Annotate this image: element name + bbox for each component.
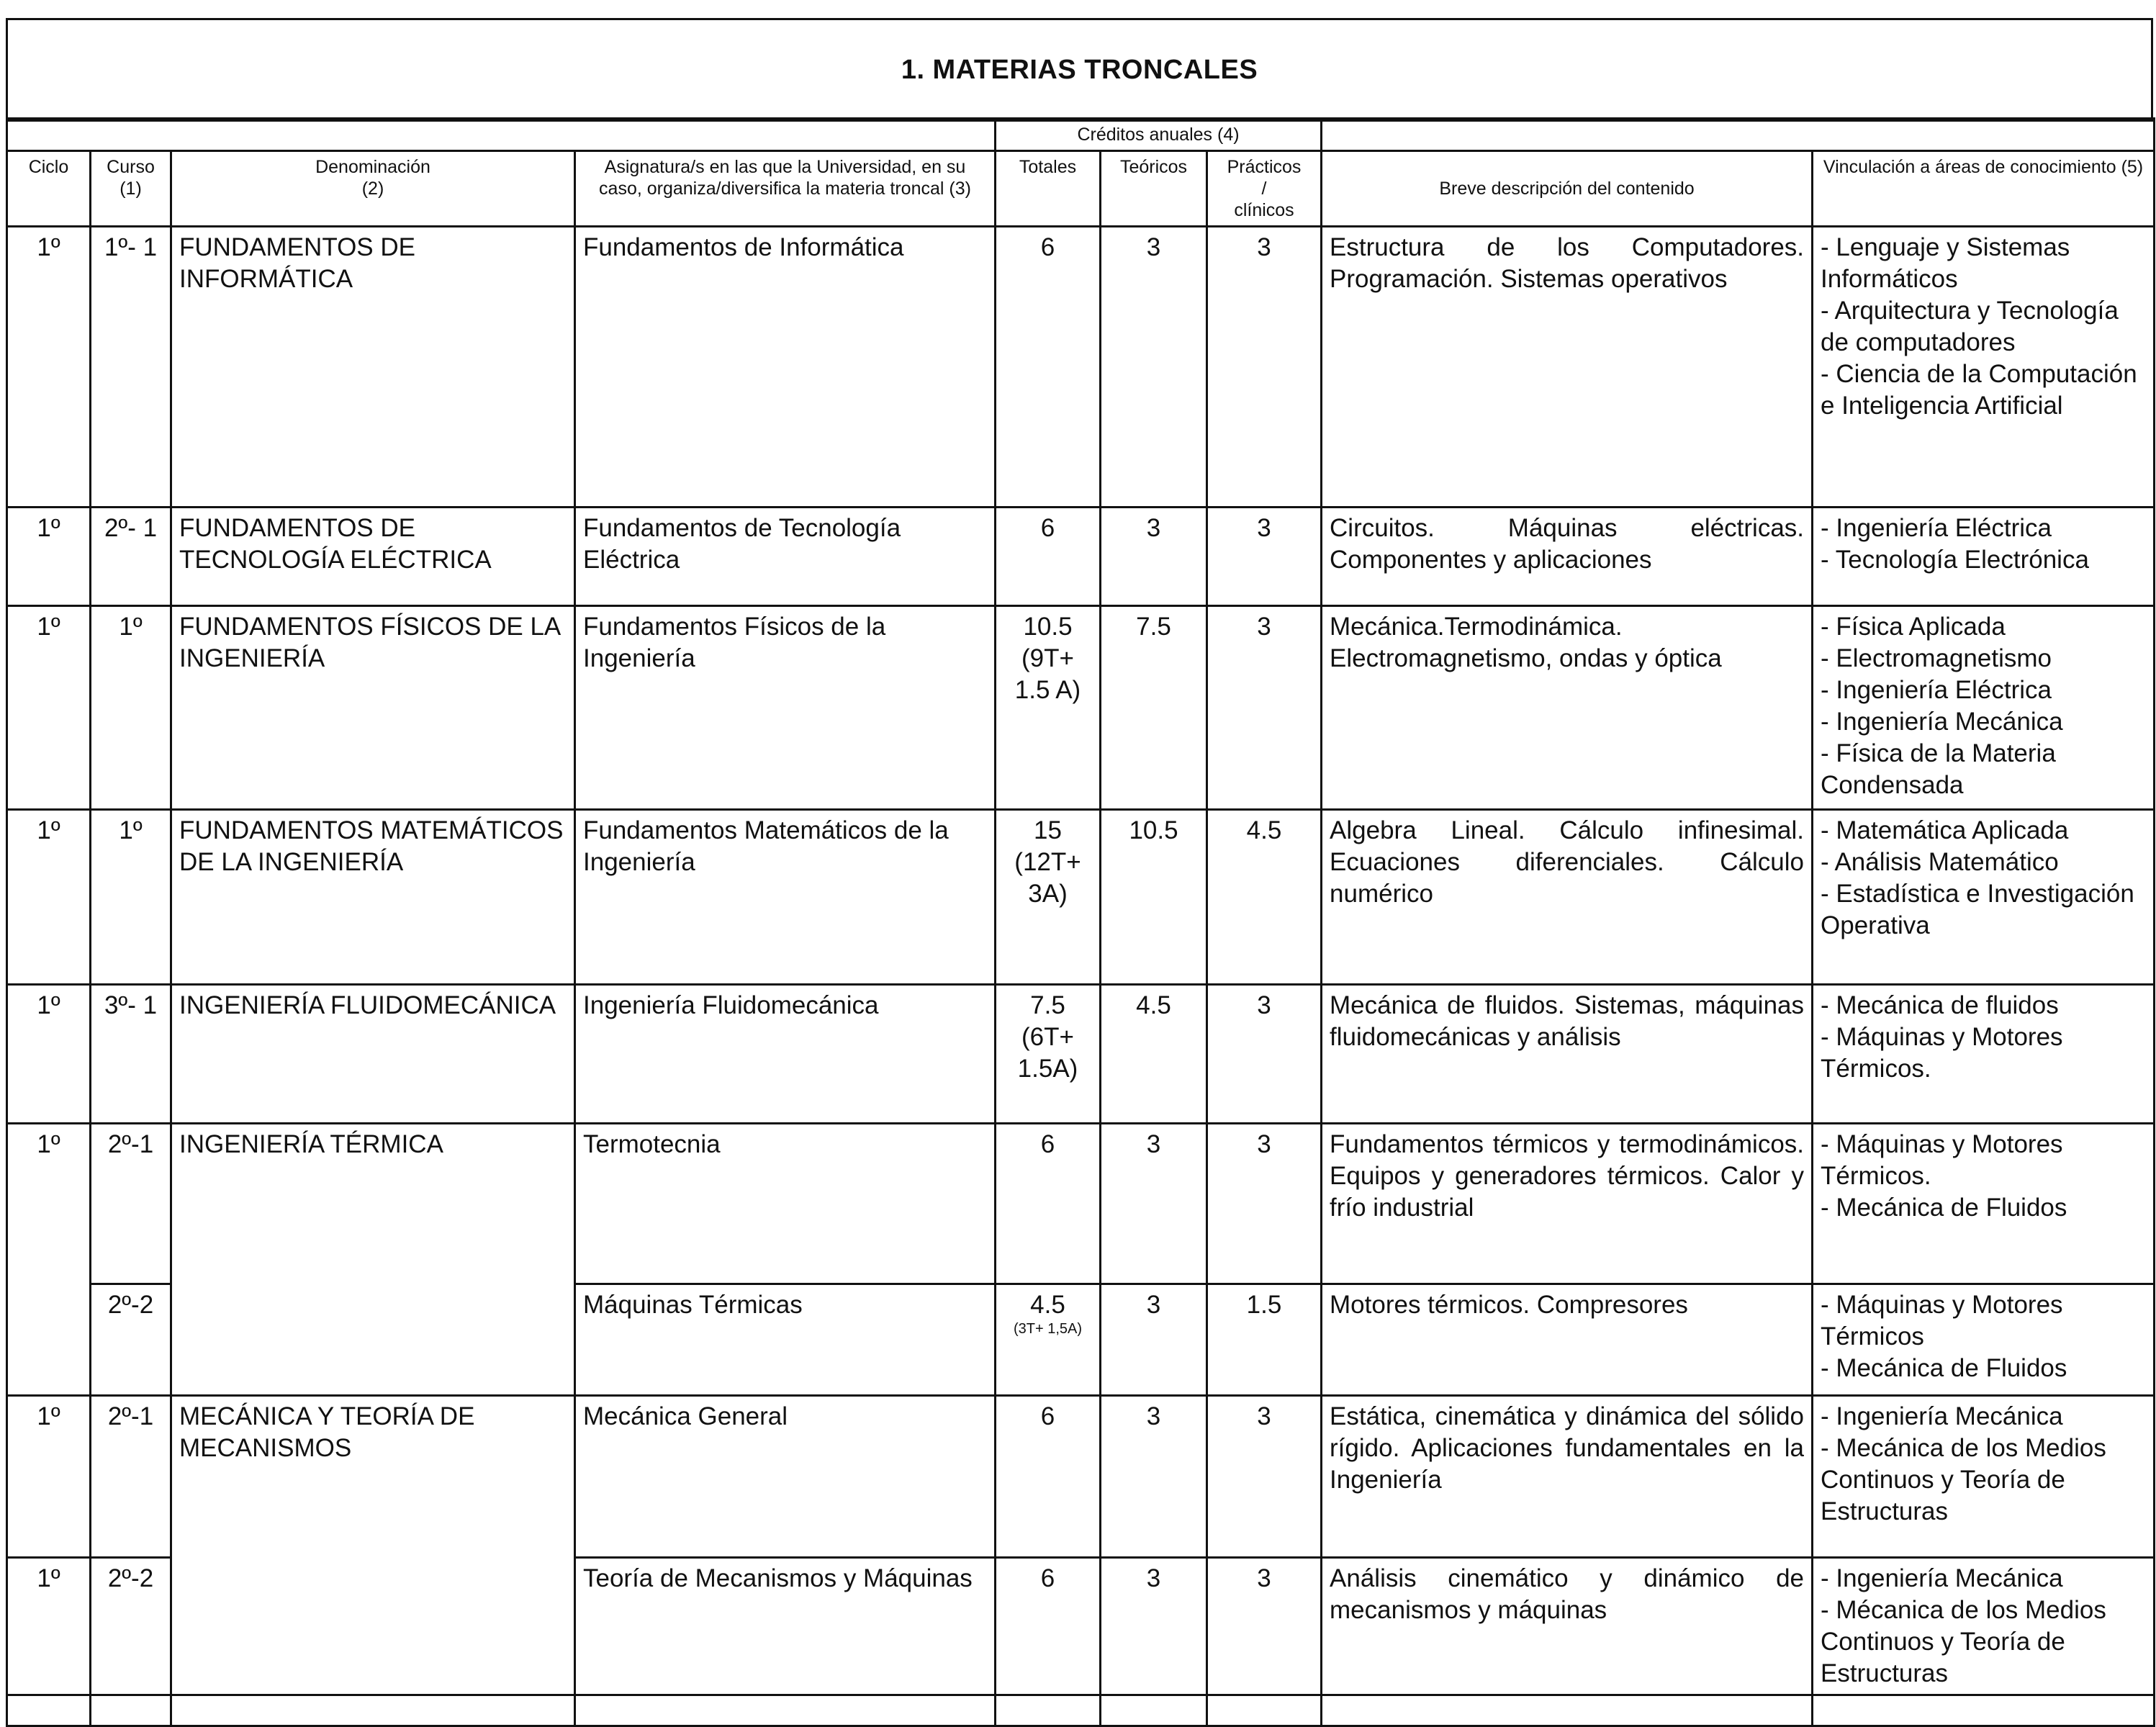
area-item: - Ingeniería Mecánica (1821, 1402, 2063, 1430)
totales-value: 6 (1040, 1564, 1055, 1592)
totales-value: 6 (1040, 514, 1055, 542)
denominacion-cell: INGENIERÍA FLUIDOMECÁNICA (171, 985, 575, 1124)
col-vinculacion: Vinculación a áreas de conocimiento (5) (1813, 151, 2155, 227)
ciclo-cell: 1º (7, 985, 91, 1124)
empty-cell (91, 1695, 171, 1726)
descripcion-cell: Mecánica de fluidos. Sistemas, máquinas fluidomecánicas y análisis (1322, 985, 1813, 1124)
descripcion-cell: Fundamentos térmicos y termodinámicos. Equipos y generadores térmicos. Calor y frío industrial (1322, 1124, 1813, 1284)
totales-value: 10.5 (1023, 613, 1073, 641)
area-item: - Mecánica de Fluidos (1821, 1194, 2067, 1222)
area-item: - Mecánica de los Medios Continuos y Teoría de Estructuras (1821, 1434, 2106, 1525)
header-spacer (7, 119, 996, 151)
col-ciclo: Ciclo (7, 151, 91, 227)
teoricos-cell: 3 (1101, 1124, 1207, 1284)
ciclo-cell: 1º (7, 1124, 91, 1396)
asignatura-cell: Ingeniería Fluidomecánica (575, 985, 996, 1124)
area-item: - Lenguaje y Sistemas Informáticos (1821, 233, 2070, 293)
descripcion-cell: Estructura de los Computadores. Programación. Sistemas operativos (1322, 227, 1813, 508)
area-item: - Tecnología Electrónica (1821, 546, 2089, 574)
continuation-row (7, 1695, 2155, 1726)
descripcion-cell: Motores térmicos. Compresores (1322, 1284, 1813, 1396)
asignatura-cell: Fundamentos Físicos de la Ingeniería (575, 606, 996, 810)
curso-cell: 1º- 1 (91, 227, 171, 508)
denominacion-cell: FUNDAMENTOS DE INFORMÁTICA (171, 227, 575, 508)
totales-value: 7.5 (1030, 991, 1065, 1019)
area-item: - Electromagnetismo (1821, 644, 2052, 672)
totales-value: 6 (1040, 233, 1055, 261)
empty-cell (7, 1695, 91, 1726)
area-item: - Análisis Matemático (1821, 848, 2059, 876)
ciclo-cell: 1º (7, 508, 91, 606)
teoricos-cell: 3 (1101, 1558, 1207, 1695)
header-row-top (7, 119, 2155, 151)
curso-cell: 2º- 1 (91, 508, 171, 606)
denominacion-cell: MECÁNICA Y TEORÍA DE MECANISMOS (171, 1396, 575, 1695)
practicos-cell: 3 (1207, 1124, 1322, 1284)
empty-cell (1207, 1695, 1322, 1726)
document-page (6, 18, 2155, 1687)
col-descripcion: Breve descripción del contenido (1322, 151, 1813, 227)
practicos-cell: 3 (1207, 508, 1322, 606)
empty-cell (1101, 1695, 1207, 1726)
totales-cell (996, 985, 1101, 1124)
area-item: - Arquitectura y Tecnología de computadores (1821, 297, 2119, 356)
materia-row (7, 508, 2155, 606)
area-item: - Máquinas y Motores Térmicos (1821, 1291, 2063, 1351)
curso-cell: 1º (91, 810, 171, 985)
ciclo-cell: 1º (7, 1396, 91, 1558)
ciclo-cell: 1º (7, 606, 91, 810)
areas-cell (1813, 1284, 2155, 1396)
empty-cell (1813, 1695, 2155, 1726)
teoricos-cell: 3 (1101, 508, 1207, 606)
totales-value: 6 (1040, 1130, 1055, 1158)
ciclo-cell: 1º (7, 1558, 91, 1695)
descripcion-cell: Algebra Lineal. Cálculo infinesimal. Ecuaciones diferenciales. Cálculo numérico (1322, 810, 1813, 985)
practicos-cell: 3 (1207, 1396, 1322, 1558)
area-item: - Ingeniería Eléctrica (1821, 514, 2052, 542)
areas-cell (1813, 1396, 2155, 1558)
asignatura-cell: Teoría de Mecanismos y Máquinas (575, 1558, 996, 1695)
asignatura-cell: Fundamentos de Tecnología Eléctrica (575, 508, 996, 606)
teoricos-cell: 3 (1101, 227, 1207, 508)
areas-cell (1813, 606, 2155, 810)
descripcion-cell: Análisis cinemático y dinámico de mecanismos y máquinas (1322, 1558, 1813, 1695)
curso-cell: 2º-2 (91, 1558, 171, 1695)
header-spacer-right (1322, 119, 2155, 151)
area-item: - Máquinas y Motores Térmicos. (1821, 1130, 2063, 1190)
empty-cell (575, 1695, 996, 1726)
asignatura-cell: Máquinas Térmicas (575, 1284, 996, 1396)
area-item: - Mecánica de Fluidos (1821, 1354, 2067, 1382)
areas-cell (1813, 227, 2155, 508)
practicos-cell: 3 (1207, 227, 1322, 508)
curso-cell: 3º- 1 (91, 985, 171, 1124)
col-curso: Curso (1) (91, 151, 171, 227)
totales-cell (996, 1396, 1101, 1558)
materia-row (7, 985, 2155, 1124)
teoricos-cell: 3 (1101, 1396, 1207, 1558)
totales-note: (12T+ 3A) (1014, 848, 1081, 908)
curso-cell: 2º-1 (91, 1124, 171, 1284)
totales-cell (996, 606, 1101, 810)
asignatura-cell: Termotecnia (575, 1124, 996, 1284)
curso-cell: 1º (91, 606, 171, 810)
mecanica-row (7, 1396, 2155, 1558)
totales-cell (996, 810, 1101, 985)
descripcion-cell: Mecánica.Termodinámica. Electromagnetismo, ondas y óptica (1322, 606, 1813, 810)
empty-cell (996, 1695, 1101, 1726)
totales-cell (996, 1558, 1101, 1695)
areas-cell (1813, 1558, 2155, 1695)
practicos-cell: 3 (1207, 1558, 1322, 1695)
areas-cell (1813, 508, 2155, 606)
termica-row (7, 1124, 2155, 1284)
totales-note: (3T+ 1,5A) (1013, 1321, 1083, 1337)
totales-cell (996, 227, 1101, 508)
asignatura-cell: Fundamentos Matemáticos de la Ingeniería (575, 810, 996, 985)
col-teoricos: Teóricos (1101, 151, 1207, 227)
descripcion-cell: Circuitos. Máquinas eléctricas. Componentes y aplicaciones (1322, 508, 1813, 606)
areas-cell (1813, 810, 2155, 985)
col-totales: Totales (996, 151, 1101, 227)
area-item: - Mecánica de fluidos (1821, 991, 2059, 1019)
area-item: - Matemática Aplicada (1821, 816, 2069, 844)
ciclo-cell: 1º (7, 810, 91, 985)
area-item: - Ingeniería Mecánica (1821, 708, 2063, 736)
denominacion-cell: FUNDAMENTOS MATEMÁTICOS DE LA INGENIERÍA (171, 810, 575, 985)
col-denominacion: Denominación (2) (171, 151, 575, 227)
practicos-cell: 3 (1207, 606, 1322, 810)
materia-row (7, 606, 2155, 810)
denominacion-cell: FUNDAMENTOS FÍSICOS DE LA INGENIERÍA (171, 606, 575, 810)
materias-table (6, 117, 2155, 1727)
denominacion-cell: INGENIERÍA TÉRMICA (171, 1124, 575, 1396)
materia-row (7, 810, 2155, 985)
totales-cell (996, 1124, 1101, 1284)
teoricos-cell: 3 (1101, 1284, 1207, 1396)
header-row (7, 151, 2155, 227)
teoricos-cell: 4.5 (1101, 985, 1207, 1124)
area-item: - Ciencia de la Computación e Inteligencia Artificial (1821, 360, 2137, 420)
practicos-cell: 3 (1207, 985, 1322, 1124)
denominacion-cell: FUNDAMENTOS DE TECNOLOGÍA ELÉCTRICA (171, 508, 575, 606)
empty-cell (171, 1695, 575, 1726)
areas-cell (1813, 985, 2155, 1124)
teoricos-cell: 10.5 (1101, 810, 1207, 985)
materia-row (7, 227, 2155, 508)
curso-cell: 2º-1 (91, 1396, 171, 1558)
curso-cell: 2º-2 (91, 1284, 171, 1396)
totales-value: 6 (1040, 1402, 1055, 1430)
col-asignatura: Asignatura/s en las que la Universidad, en su caso, organiza/diversifica la materia troncal (3) (575, 151, 996, 227)
area-item: - Ingeniería Eléctrica (1821, 676, 2052, 704)
totales-value: 4.5 (1030, 1291, 1065, 1319)
totales-value: 15 (1034, 816, 1062, 844)
page-title: 1. MATERIAS TRONCALES (901, 54, 1258, 85)
totales-note: (6T+ 1.5A) (1017, 1023, 1078, 1083)
area-item: - Física de la Materia Condensada (1821, 739, 2056, 799)
title-box (6, 18, 2153, 122)
empty-cell (1322, 1695, 1813, 1726)
area-item: - Física Aplicada (1821, 613, 2006, 641)
area-item: - Máquinas y Motores Térmicos. (1821, 1023, 2063, 1083)
descripcion-cell: Estática, cinemática y dinámica del sólido rígido. Aplicaciones fundamentales en la Ingeniería (1322, 1396, 1813, 1558)
col-practicos: Prácticos / clínicos (1207, 151, 1322, 227)
creditos-anuales-header: Créditos anuales (4) (996, 119, 1322, 151)
ciclo-cell: 1º (7, 227, 91, 508)
practicos-cell: 4.5 (1207, 810, 1322, 985)
area-item: - Mécanica de los Medios Continuos y Teoría de Estructuras (1821, 1596, 2106, 1687)
asignatura-cell: Mecánica General (575, 1396, 996, 1558)
totales-cell (996, 1284, 1101, 1396)
teoricos-cell: 7.5 (1101, 606, 1207, 810)
practicos-cell: 1.5 (1207, 1284, 1322, 1396)
totales-cell (996, 508, 1101, 606)
area-item: - Ingeniería Mecánica (1821, 1564, 2063, 1592)
totales-note: (9T+ 1.5 A) (1014, 644, 1081, 704)
areas-cell (1813, 1124, 2155, 1284)
asignatura-cell: Fundamentos de Informática (575, 227, 996, 508)
area-item: - Estadística e Investigación Operativa (1821, 880, 2134, 939)
